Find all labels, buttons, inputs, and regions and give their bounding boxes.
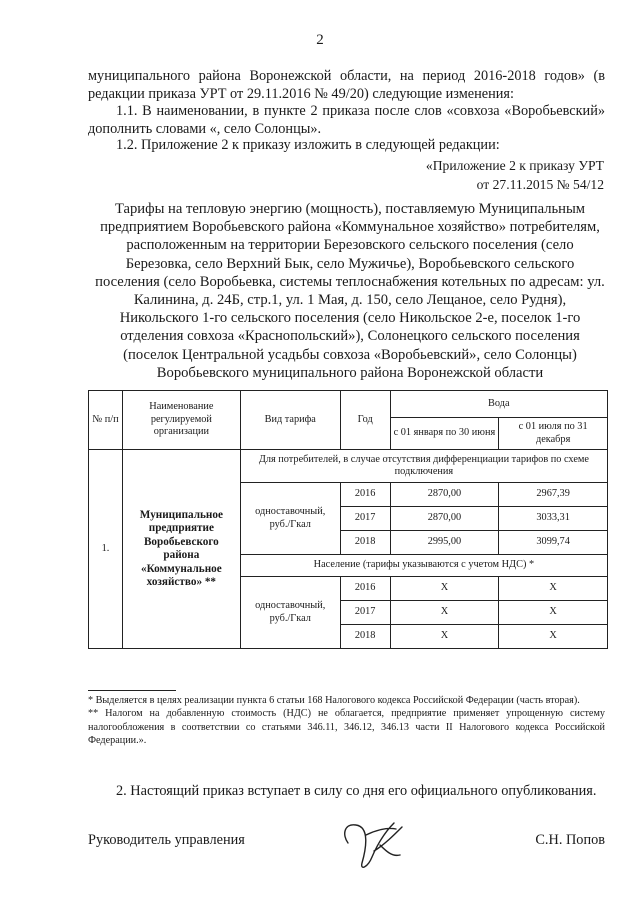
item-1-2: 1.2. Приложение 2 к приказу изложить в следующей редакции:	[116, 137, 500, 153]
year-cell: 2018	[340, 531, 390, 555]
value-cell: Х	[390, 577, 499, 601]
appendix-ref-line1: «Приложение 2 к приказу УРТ	[425, 158, 604, 173]
year-cell: 2016	[340, 577, 390, 601]
header-period-2: с 01 июля по 31 декабря	[499, 418, 608, 450]
header-num: № п/п	[89, 391, 123, 450]
year-cell: 2016	[340, 483, 390, 507]
page-number: 2	[316, 32, 324, 48]
footnote-divider	[88, 690, 176, 691]
year-cell: 2018	[340, 625, 390, 649]
value-cell: Х	[390, 601, 499, 625]
value-cell: 2967,39	[499, 483, 608, 507]
header-water: Вода	[390, 391, 607, 418]
value-cell: Х	[390, 625, 499, 649]
section-1-label: Для потребителей, в случае отсутствия дифференциации тарифов по схеме подключения	[240, 450, 607, 483]
signer-name: С.Н. Попов	[535, 832, 605, 848]
section-2-label: Население (тарифы указываются с учетом НДС) *	[240, 555, 607, 577]
signer-position: Руководитель управления	[88, 832, 245, 848]
footnotes	[88, 694, 605, 747]
appendix-ref-line2: от 27.11.2015 № 54/12	[476, 177, 604, 192]
table-header-row-1	[89, 391, 608, 418]
year-cell: 2017	[340, 507, 390, 531]
section-1-label-row	[89, 450, 608, 483]
section-1-tariff-type: одноставочный, руб./Гкал	[240, 483, 340, 555]
header-period-1: с 01 января по 30 июня	[390, 418, 499, 450]
section-2-tariff-type: одноставочный, руб./Гкал	[240, 577, 340, 649]
value-cell: Х	[499, 577, 608, 601]
item-2: 2. Настоящий приказ вступает в силу со дня его официального опубликования.	[116, 783, 597, 799]
handwritten-signature	[330, 805, 420, 875]
tariff-table	[88, 390, 608, 649]
value-cell: Х	[499, 601, 608, 625]
header-org: Наименование регулируемой организации	[122, 391, 240, 450]
value-cell: 3099,74	[499, 531, 608, 555]
header-year: Год	[340, 391, 390, 450]
header-tariff-type: Вид тарифа	[240, 391, 340, 450]
tariff-title: Тарифы на тепловую энергию (мощность), поставляемую Муниципальным предприятием Воробьевского района «Коммунальное хозяйство» потребителям, расположенным на территории Березовского сельского поселения (село Березовка, село Верхний Бык, село Мужичье), Воробьевского сельского поселения (село Воробьевка, системы теплоснабжения котельных по адресам: ул. Калинина, д. 24Б, стр.1, ул. 1 Мая, д. 150, село Лещаное, село Рудня), Никольского 1-го сельского поселения (село Никольское 2-е, поселок 1-го отделения совхоза «Краснопольский»), Солонецкого сельского поселения (поселок Центральной усадьбы совхоза «Воробьевский», село Солонцы) Воробьевского муниципального района Воронежской области	[95, 201, 605, 381]
value-cell: 3033,31	[499, 507, 608, 531]
value-cell: 2870,00	[390, 507, 499, 531]
value-cell: 2870,00	[390, 483, 499, 507]
footnote-2: ** Налогом на добавленную стоимость (НДС) не облагается, предприятие применяет упрощенную систему налогообложения в соответствии со статьями 346.11, 346.12, 346.13 части II Налогового кодекса Российской Федерации.».	[88, 708, 605, 746]
footnote-1: * Выделяется в целях реализации пункта 6 статьи 168 Налогового кодекса Российской Федерации (часть вторая).	[88, 695, 580, 706]
item-1-1: 1.1. В наименовании, в пункте 2 приказа после слов «совхоза «Воробьевский» дополнить словами «, село Солонцы».	[88, 103, 605, 137]
appendix-reference	[426, 156, 604, 194]
value-cell: 2995,00	[390, 531, 499, 555]
intro-paragraph: муниципального района Воронежской области, на период 2016-2018 годов» (в редакции приказа УРТ от 29.11.2016 № 49/20) следующие изменения:	[88, 68, 605, 102]
row-number: 1.	[89, 450, 123, 649]
organization-name: Муниципальное предприятие Воробьевского района «Коммунальное хозяйство» **	[122, 450, 240, 649]
value-cell: Х	[499, 625, 608, 649]
year-cell: 2017	[340, 601, 390, 625]
